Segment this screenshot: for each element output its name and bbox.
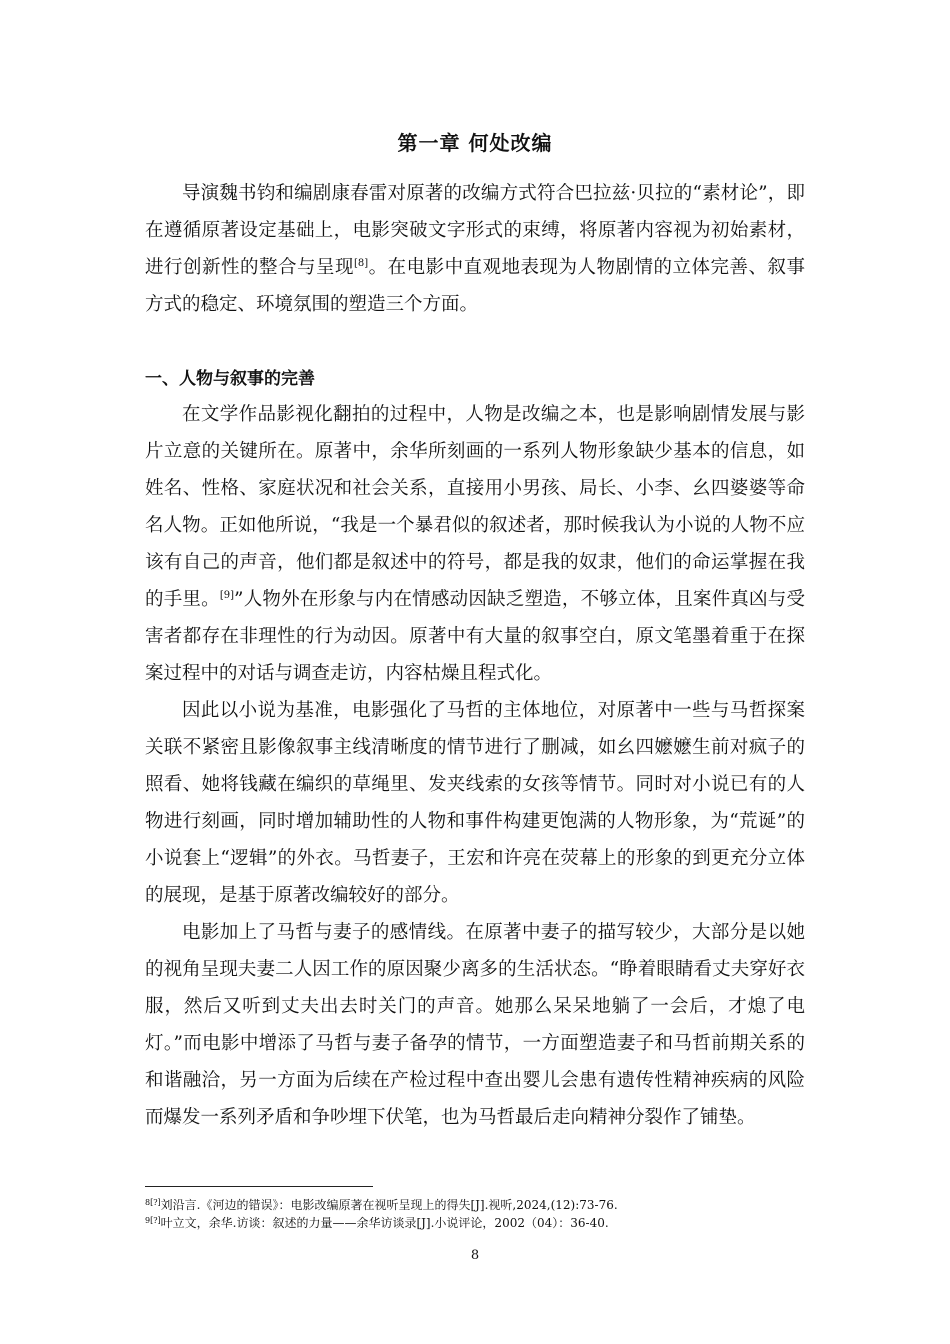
intro-text-continued: 。在电影中直观地表现为人物剧情的立体完善、叙事方式的稳定、环境氛围的塑造三个方面。 — [145, 257, 805, 315]
body-paragraph-3: 电影加上了马哲与妻子的感情线。在原著中妻子的描写较少，大部分是以她的视角呈现夫妻二人因工作的原因聚少离多的生活状态。“睁着眼睛看丈夫穿好衣服，然后又听到丈夫出去时关门的声音。她那么呆呆地躺了一会后，才熄了电灯。”而电影中增添了马哲与妻子备孕的情节，一方面塑造妻子和马哲前期关系的和谐融洽，另一方面为后续在产检过程中查出婴儿会患有遗传性精神疾病的风险而爆发一系列矛盾和争吵埋下伏笔，也为马哲最后走向精神分裂作了铺垫。 — [145, 922, 805, 1128]
intro-paragraph — [145, 175, 805, 323]
footnote-9 — [145, 1213, 609, 1231]
citation-ref-9: [9] — [219, 590, 235, 601]
footnote-text: 叶立文，余华.访谈：叙述的力量——余华访谈录[J].小说评论，2002（04）：36-40. — [160, 1216, 609, 1230]
body-paragraph-2: 因此以小说为基准，电影强化了马哲的主体地位，对原著中一些与马哲探案关联不紧密且影像叙事主线清晰度的情节进行了删减，如幺四嬷嬷生前对疯子的照看、她将钱藏在编织的草绳里、发夹线索的女孩等情节。同时对小说已有的人物进行刻画，同时增加辅助性的人物和事件构建更饱满的人物形象，为“荒诞”的小说套上“逻辑”的外衣。马哲妻子，王宏和许亮在荧幕上的形象的到更充分立体的展现，是基于原著改编较好的部分。 — [145, 700, 805, 906]
page-number: 8 — [470, 1248, 480, 1263]
paragraph-1-text-continued: ”人物外在形象与内在情感动因缺乏塑造，不够立体，且案件真凶与受害者都存在非理性的行为动因。原著中有大量的叙事空白，原文笔墨着重于在探案过程中的对话与调查走访，内容枯燥且程式化。 — [145, 589, 805, 684]
body-paragraph-1 — [145, 396, 805, 692]
paragraph-1-text: 在文学作品影视化翻拍的过程中，人物是改编之本，也是影响剧情发展与影片立意的关键所在。原著中，余华所刻画的一系列人物形象缺少基本的信息，如姓名、性格、家庭状况和社会关系，直接用小男孩、局长、小李、幺四婆婆等命名人物。正如他所说，“我是一个暴君似的叙述者，那时候我认为小说的人物不应该有自己的声音，他们都是叙述中的符号，都是我的奴隶，他们的命运掌握在我的手里。 — [145, 404, 805, 610]
footnote-marker: 9[?] — [145, 1216, 161, 1225]
footnote-text: 刘沿言.《河边的错误》：电影改编原著在视听呈现上的得失[J].视听,2024,(12):73-76. — [160, 1198, 618, 1212]
footnote-separator — [145, 1186, 373, 1187]
intro-text: 导演魏书钧和编剧康春雷对原著的改编方式符合巴拉兹·贝拉的“素材论”，即在遵循原著设定基础上，电影突破文字形式的束缚，将原著内容视为初始素材，进行创新性的整合与呈现 — [145, 183, 805, 278]
citation-ref-8: [8] — [353, 258, 369, 269]
footnote-marker: 8[?] — [145, 1198, 161, 1207]
chapter-title: 第一章 何处改编 — [397, 131, 553, 155]
section-heading: 一、人物与叙事的完善 — [145, 369, 315, 389]
footnote-8 — [145, 1195, 618, 1213]
